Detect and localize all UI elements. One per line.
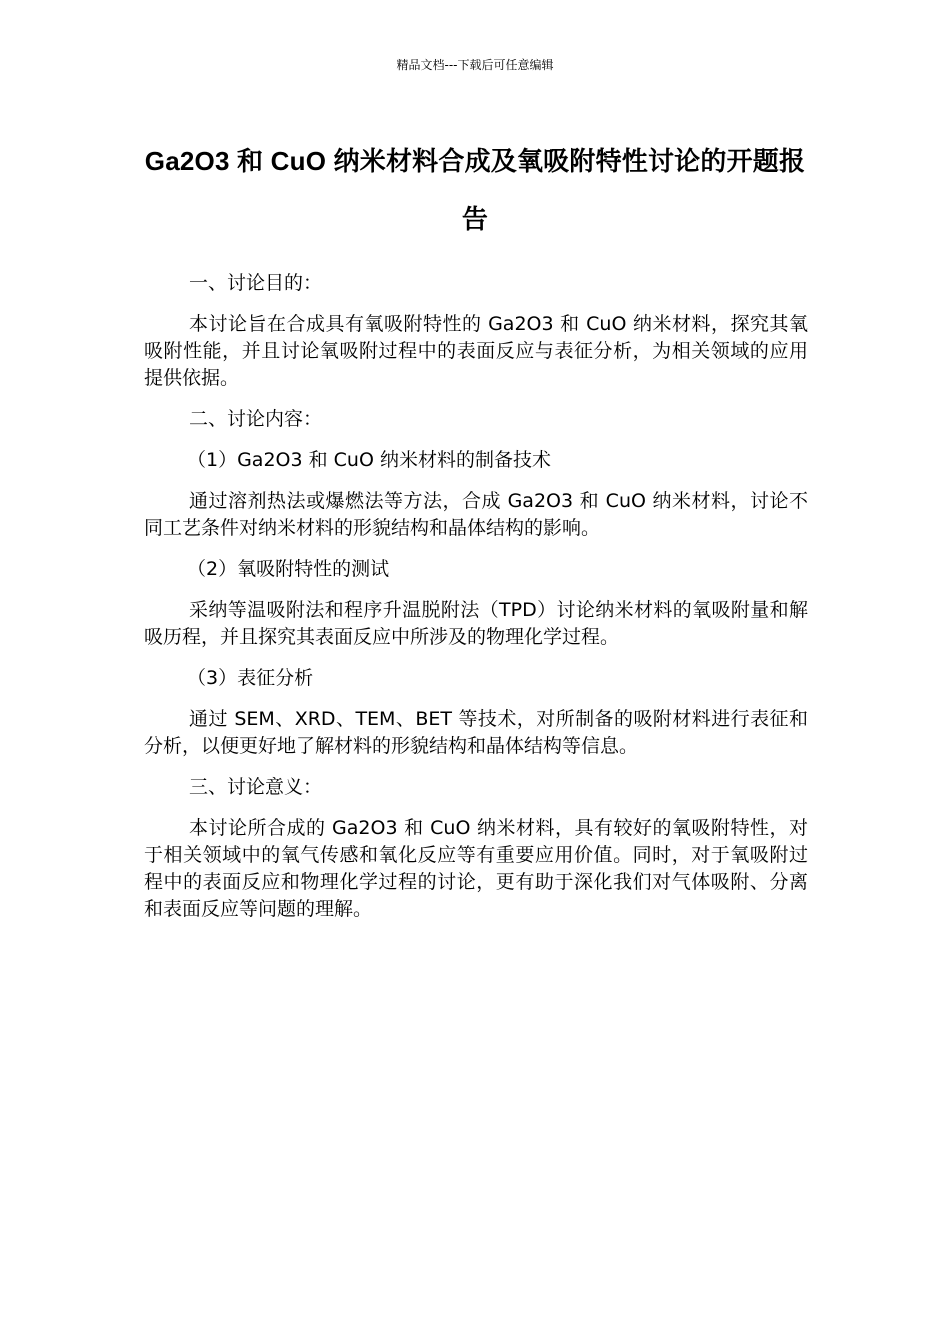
subsection-heading-characterization: （3）表征分析 xyxy=(187,667,314,689)
section-heading-significance: 三、讨论意义： xyxy=(189,776,323,798)
paragraph-preparation: 通过溶剂热法或爆燃法等方法，合成 Ga2O3 和 CuO 纳米材料，讨论不同工艺条件对纳米材料的形貌结构和晶体结构的影响。 xyxy=(144,490,808,539)
section-heading-purpose: 一、讨论目的： xyxy=(189,272,323,294)
paragraph-characterization: 通过 SEM、XRD、TEM、BET 等技术，对所制备的吸附材料进行表征和分析，以便更好地了解材料的形貌结构和晶体结构等信息。 xyxy=(144,708,808,757)
section-heading-content: 二、讨论内容： xyxy=(189,408,323,430)
subsection-heading-preparation: （1）Ga2O3 和 CuO 纳米材料的制备技术 xyxy=(187,449,551,471)
document-title: Ga2O3 和 CuO 纳米材料合成及氧吸附特性讨论的开题报告 xyxy=(144,146,806,234)
document-body xyxy=(144,270,808,937)
paragraph-purpose: 本讨论旨在合成具有氧吸附特性的 Ga2O3 和 CuO 纳米材料，探究其氧吸附性能，并且讨论氧吸附过程中的表面反应与表征分析，为相关领域的应用提供依据。 xyxy=(144,313,808,389)
paragraph-significance: 本讨论所合成的 Ga2O3 和 CuO 纳米材料，具有较好的氧吸附特性，对于相关领域中的氧气传感和氧化反应等有重要应用价值。同时，对于氧吸附过程中的表面反应和物理化学过程的讨论，更有助于深化我们对气体吸附、分离和表面反应等问题的理解。 xyxy=(144,817,808,920)
subsection-heading-adsorption-test: （2）氧吸附特性的测试 xyxy=(187,558,390,580)
paragraph-adsorption-test: 采纳等温吸附法和程序升温脱附法（TPD）讨论纳米材料的氧吸附量和解吸历程，并且探究其表面反应中所涉及的物理化学过程。 xyxy=(144,599,808,648)
page-header: 精品文档---下载后可任意编辑 xyxy=(396,58,554,72)
